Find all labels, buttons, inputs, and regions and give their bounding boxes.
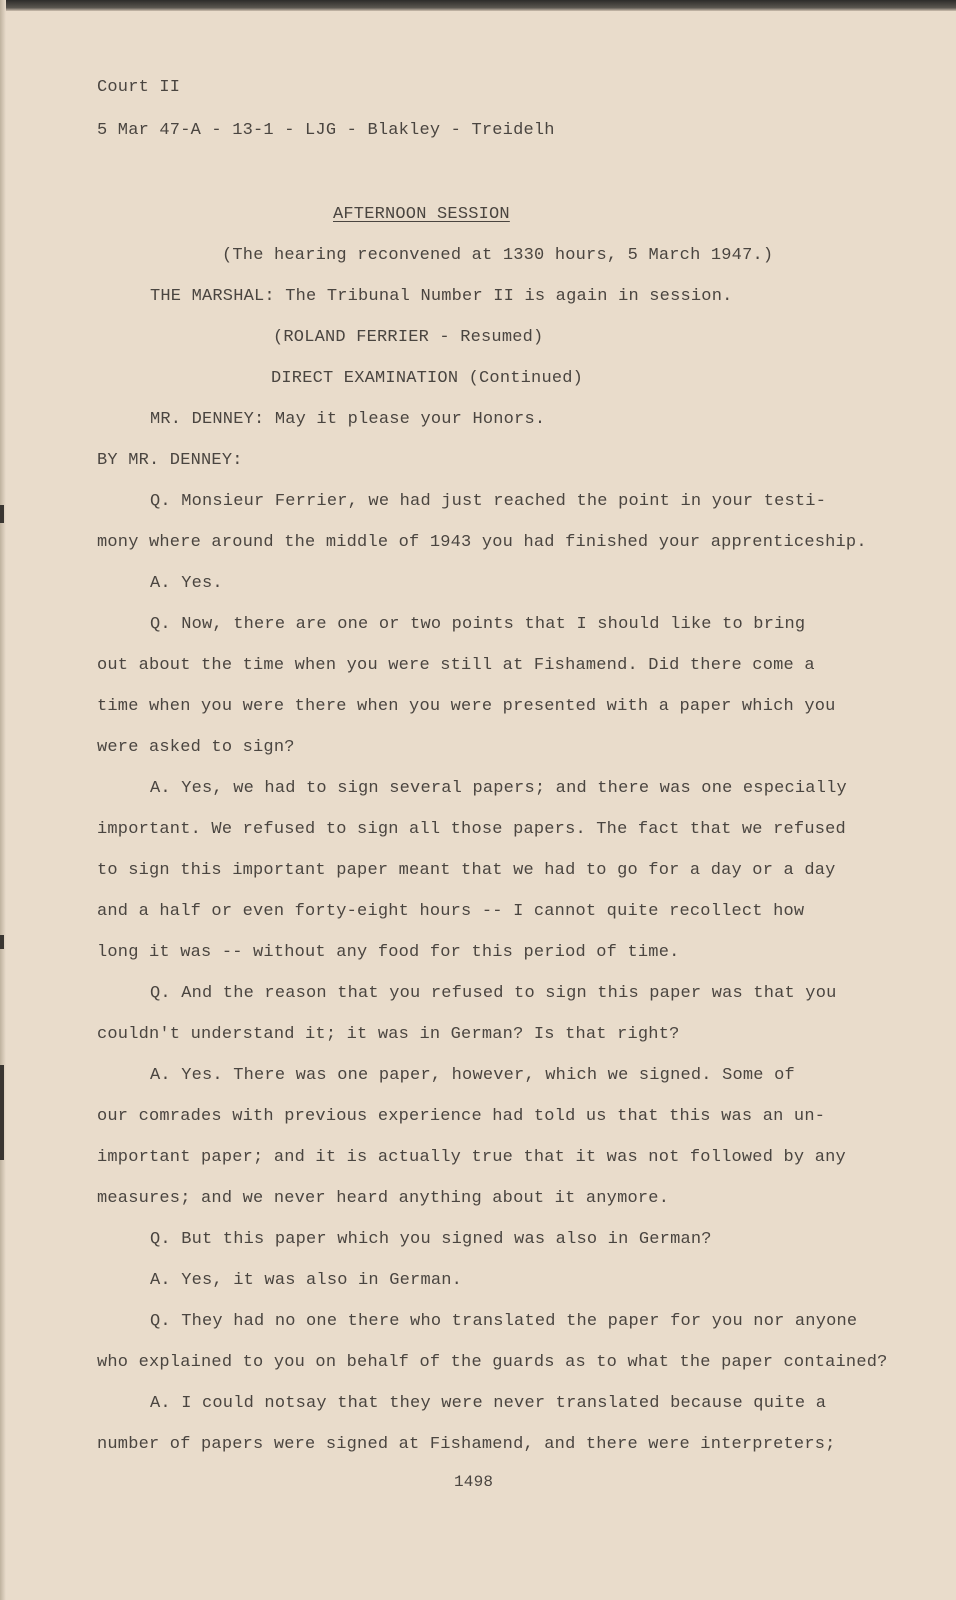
text-line: THE MARSHAL: The Tribunal Number II is again in session. (150, 287, 733, 306)
text-line: A. Yes, it was also in German. (150, 1271, 463, 1290)
binding-mark (0, 505, 4, 523)
text-line: were asked to sign? (97, 738, 295, 757)
text-line: and a half or even forty-eight hours -- I cannot quite recollect how (97, 902, 805, 921)
text-line: A. Yes. (150, 574, 223, 593)
text-line: measures; and we never heard anything about it anymore. (97, 1189, 670, 1208)
page-top-edge (0, 0, 956, 11)
reference-line: 5 Mar 47-A - 13-1 - LJG - Blakley - Treidelh (97, 121, 555, 140)
text-line: DIRECT EXAMINATION (Continued) (271, 369, 584, 388)
text-line: Q. Monsieur Ferrier, we had just reached the point in your testi- (150, 492, 827, 511)
page-number: 1498 (454, 1473, 494, 1491)
text-line: A. I could notsay that they were never translated because quite a (150, 1394, 827, 1413)
text-line: (ROLAND FERRIER - Resumed) (273, 328, 544, 347)
text-line: number of papers were signed at Fishamend, and there were interpreters; (97, 1435, 836, 1454)
text-line: important paper; and it is actually true that it was not followed by any (97, 1148, 846, 1167)
text-line: time when you were there when you were presented with a paper which you (97, 697, 836, 716)
text-line: Q. Now, there are one or two points that I should like to bring (150, 615, 806, 634)
session-title: AFTERNOON SESSION (333, 205, 510, 224)
text-line: Q. But this paper which you signed was also in German? (150, 1230, 712, 1249)
text-line: (The hearing reconvened at 1330 hours, 5 March 1947.) (222, 246, 774, 265)
text-line: out about the time when you were still at Fishamend. Did there come a (97, 656, 815, 675)
binding-mark (0, 1065, 4, 1160)
text-line: who explained to you on behalf of the guards as to what the paper contained? (97, 1353, 888, 1372)
text-line: couldn't understand it; it was in German? Is that right? (97, 1025, 680, 1044)
text-line: Q. And the reason that you refused to sign this paper was that you (150, 984, 837, 1003)
court-label: Court II (97, 78, 181, 97)
text-line: mony where around the middle of 1943 you had finished your apprenticeship. (97, 533, 867, 552)
page-left-edge (0, 0, 6, 1600)
text-line: BY MR. DENNEY: (97, 451, 243, 470)
text-line: A. Yes. There was one paper, however, which we signed. Some of (150, 1066, 795, 1085)
binding-mark (0, 935, 4, 949)
text-line: MR. DENNEY: May it please your Honors. (150, 410, 546, 429)
text-line: A. Yes, we had to sign several papers; and there was one especially (150, 779, 847, 798)
text-line: to sign this important paper meant that we had to go for a day or a day (97, 861, 836, 880)
text-line: Q. They had no one there who translated the paper for you nor anyone (150, 1312, 858, 1331)
text-line: our comrades with previous experience had told us that this was an un- (97, 1107, 826, 1126)
text-line: long it was -- without any food for this period of time. (97, 943, 680, 962)
text-line: important. We refused to sign all those papers. The fact that we refused (97, 820, 846, 839)
